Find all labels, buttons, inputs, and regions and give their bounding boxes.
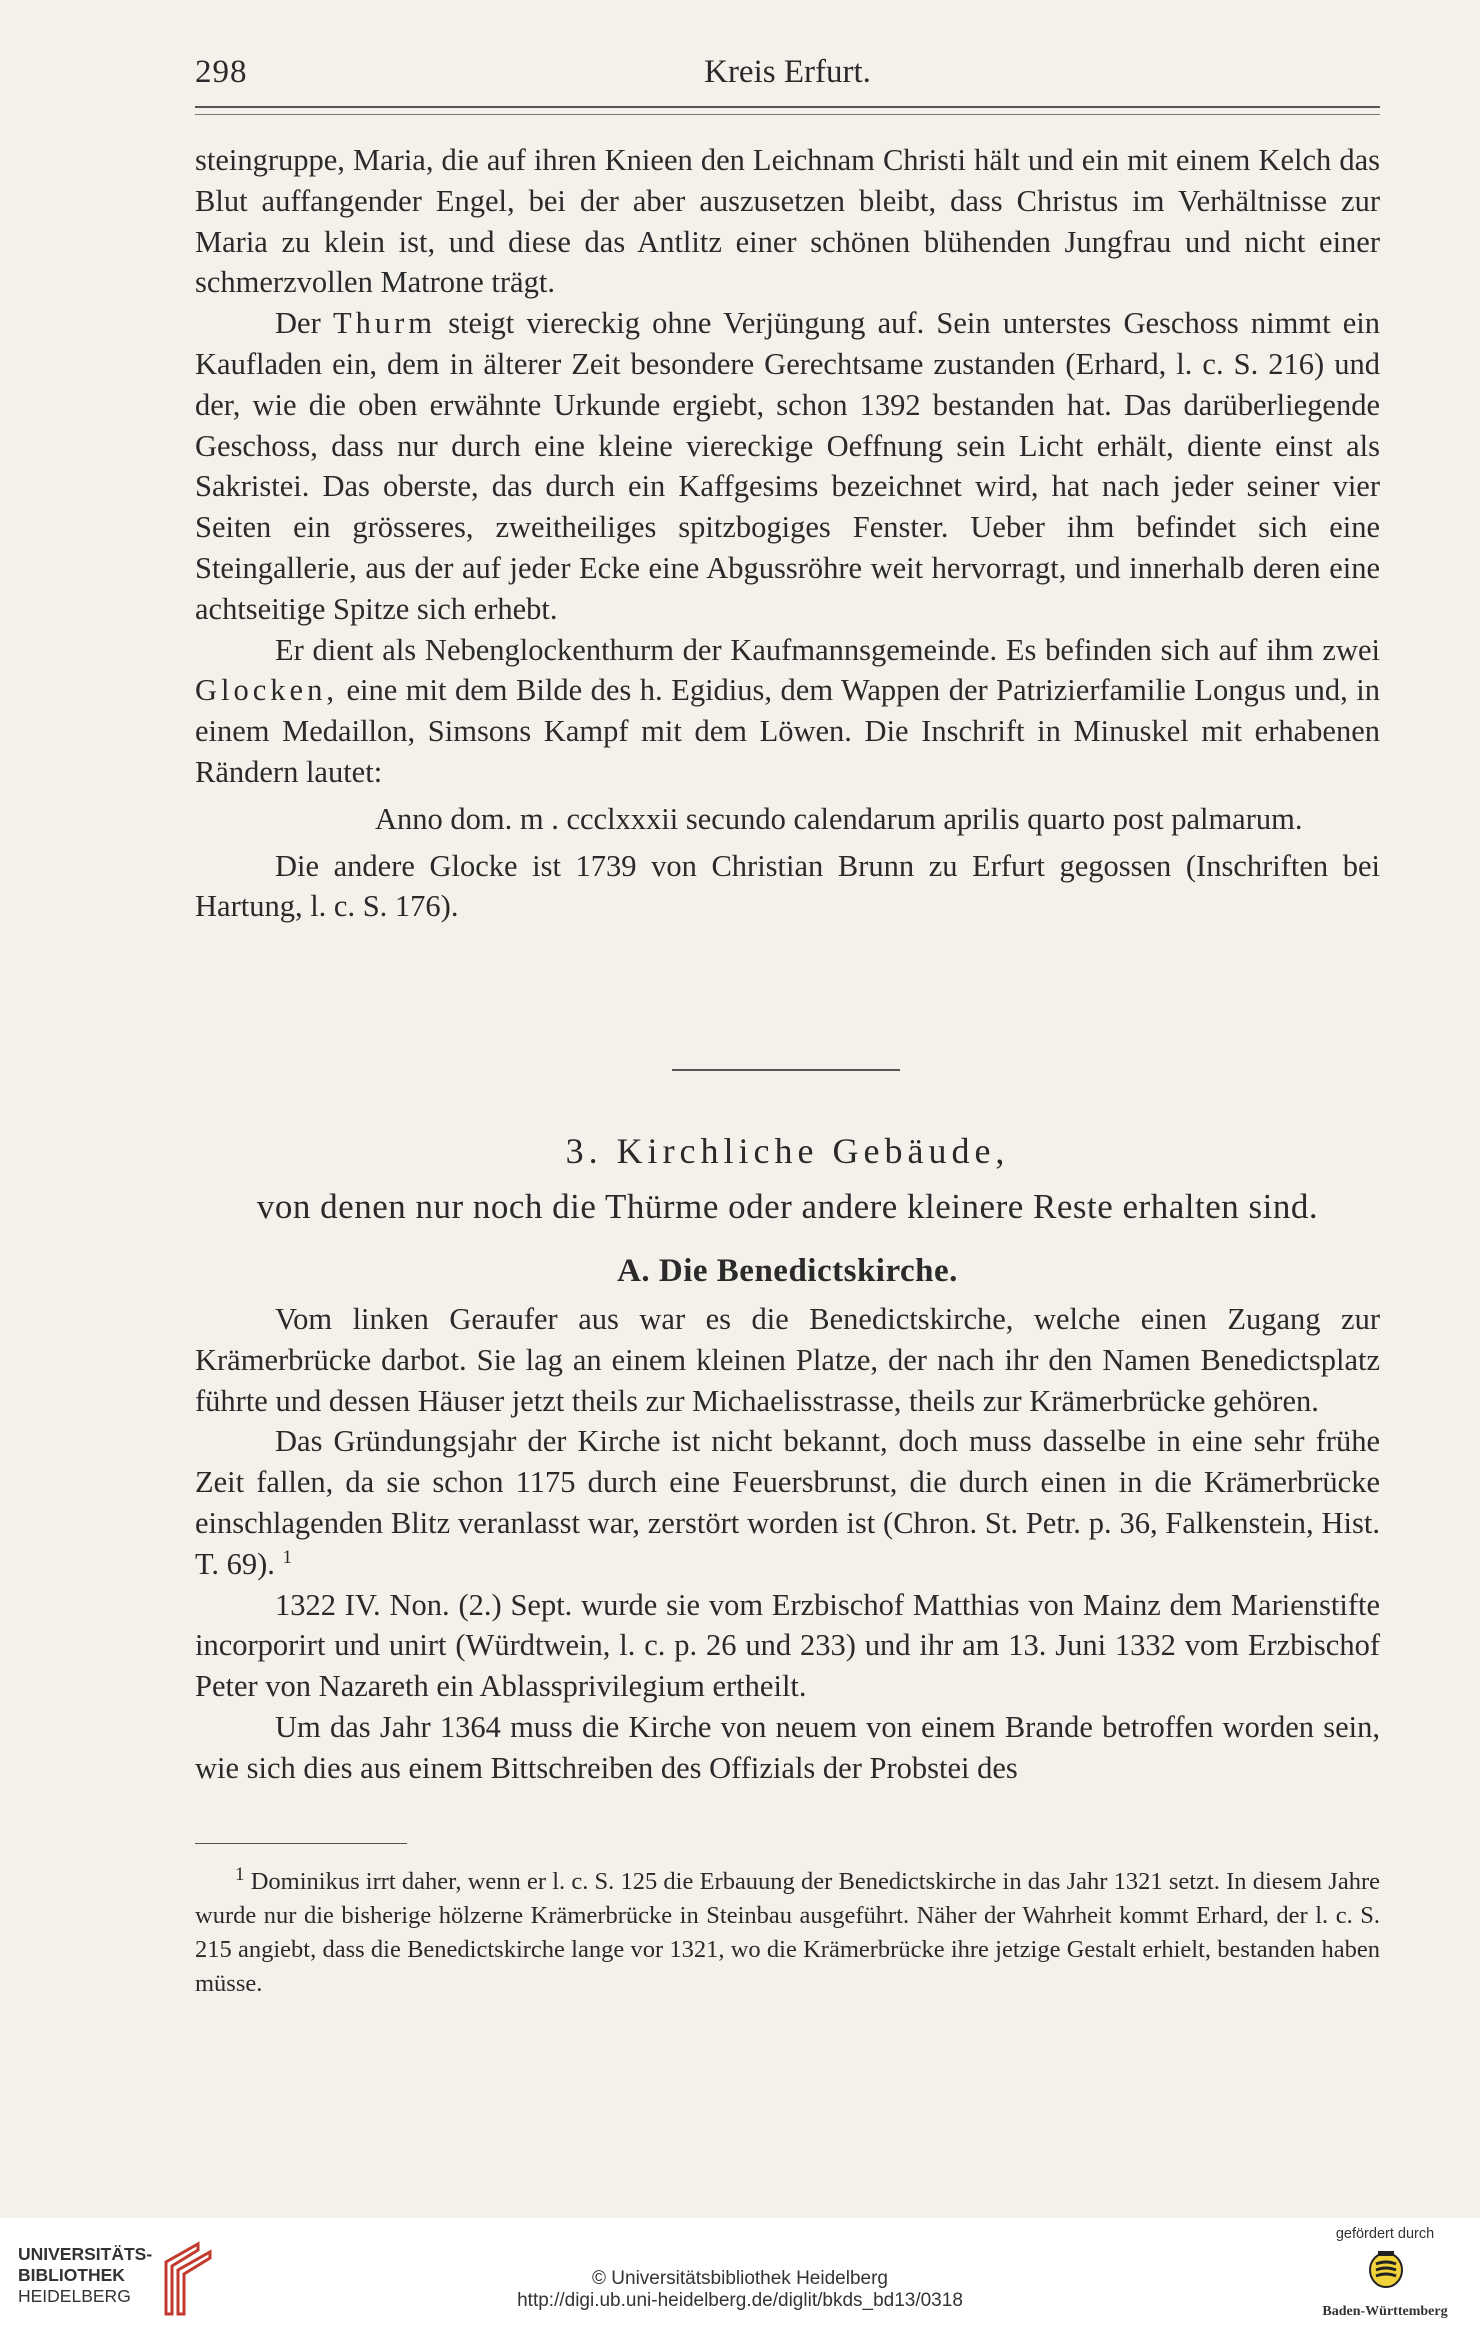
library-name-line: HEIDELBERG bbox=[18, 2286, 131, 2306]
subsection-heading: A. Die Benedictskirche. bbox=[617, 1253, 958, 1289]
permalink[interactable]: http://digi.ub.uni-heidelberg.de/diglit/bkds_bd13/0318 bbox=[517, 2290, 963, 2311]
funder-name: Baden-Württemberg bbox=[1322, 2304, 1448, 2319]
library-name-line: UNIVERSITÄTS- bbox=[18, 2244, 153, 2264]
running-title: Kreis Erfurt. bbox=[704, 54, 871, 90]
paragraph: Um das Jahr 1364 muss die Kirche von neuem von einem Brande betroffen worden sein, wie sich dies aus einem Bittschreiben des Offizials der Probstei des bbox=[195, 1709, 1380, 1785]
page-number: 298 bbox=[195, 54, 248, 90]
paragraph bbox=[195, 140, 1380, 303]
paragraph-text: steigt viereckig ohne Verjüngung auf. Sein unterstes Geschoss nimmt ein Kaufladen ein, dem in älterer Zeit besondere Gerechtsame zustanden (Erhard, l. c. S. 216) und der, wie die oben erwähnte Urkunde ergiebt, schon 1392 bestanden hat. Das darüberliegende Geschoss, dass nur durch eine kleine viereckige Oeffnung sein Licht erhält, diente einst als Sakristei. Das oberste, das durch ein Kaffgesims bezeichnet wird, hat nach jeder seiner vier Seiten ein grösseres, zweitheiliges spitzbogiges Fenster. Ueber ihm befindet sich eine Steingallerie, aus der auf jeder Ecke eine Abgussröhre weit hervorragt, und innerhalb deren eine achtseitige Spitze sich erhebt. bbox=[195, 306, 1381, 626]
inscription-quote: Anno dom. m . ccclxxxii secundo calendarum aprilis quarto post palmarum. bbox=[375, 801, 1303, 836]
paragraph-text: Er dient als Nebenglockenthurm der Kaufmannsgemeinde. Es befinden sich auf ihm zwei bbox=[275, 632, 1380, 667]
section-heading: 3. Kirchliche Gebäude, bbox=[565, 1131, 1010, 1171]
header-rule bbox=[195, 106, 1380, 115]
footnote bbox=[195, 1865, 1380, 2001]
paragraph-text: eine mit dem Bilde des h. Egidius, dem Wappen der Patrizierfamilie Longus und, in einem Medaillon, Simsons Kampf mit dem Löwen. Die Inschrift in Minuskel mit erhabenen Rändern lautet: bbox=[195, 673, 1381, 789]
paragraph-text: steingruppe, Maria, die auf ihren Knieen den Leichnam Christi hält und ein mit einem Kelch das Blut auffangender Engel, bei der aber auszusetzen bleibt, dass Christus im Verhältnisse zur Maria zu klein ist, und diese das Antlitz einer schönen blühenden Jungfrau und nicht einer schmerzvollen Matrone trägt. bbox=[195, 143, 1380, 300]
section-subheading: von denen nur noch die Thürme oder andere kleinere Reste erhalten sind. bbox=[256, 1187, 1319, 1226]
footnote-reference[interactable]: 1 bbox=[282, 1546, 293, 1568]
paragraph bbox=[195, 303, 1380, 629]
copyright-notice bbox=[0, 2268, 1480, 2312]
main-text bbox=[195, 140, 1380, 927]
footer-bar bbox=[0, 2218, 1480, 2326]
section-text bbox=[195, 1299, 1380, 1789]
paragraph: Vom linken Geraufer aus war es die Benedictskirche, welche einen Zugang zur Krämerbrücke darbot. Sie lag an einem kleinen Platze, der nach ihr den Namen Benedictsplatz führte und dessen Häuser jetzt theils zur Michaelisstrasse, theils zur Krämerbrücke gehören. bbox=[195, 1302, 1380, 1418]
paragraph: 1322 IV. Non. (2.) Sept. wurde sie vom Erzbischof Matthias von Mainz dem Marienstifte incorporirt und unirt (Würdtwein, l. c. p. 26 und 233) und ihr am 13. Juni 1332 vom Erzbischof Peter von Nazareth ein Ablassprivilegium ertheilt. bbox=[195, 1587, 1380, 1704]
section-divider bbox=[672, 1069, 900, 1071]
paragraph bbox=[195, 1421, 1380, 1584]
page-header bbox=[195, 54, 1380, 98]
paragraph-text: Das Gründungsjahr der Kirche ist nicht bekannt, doch muss dasselbe in eine sehr frühe Zeit fallen, da sie schon 1175 durch eine Feuersbrunst, die durch einen in die Krämerbrücke einschlagenden Blitz veranlasst war, zerstört worden ist (Chron. St. Petr. p. 36, Falkenstein, Hist. T. 69). bbox=[195, 1424, 1380, 1581]
footnote-marker: 1 bbox=[235, 1863, 245, 1885]
footnote-text: Dominikus irrt daher, wenn er l. c. S. 125 die Erbauung der Benedictskirche in das Jahr 1321 setzt. In diesem Jahre wurde nur die bisherige hölzerne Krämerbrücke in Steinbau ausgeführt. Näher der Wahrheit kommt Erhard, der l. c. S. 215 angiebt, dass die Benedictskirche lange vor 1321, wo die Krämerbrücke ihre jetzige Gestalt erhielt, bestanden haben müsse. bbox=[195, 1868, 1380, 1997]
paragraph bbox=[195, 630, 1380, 793]
emphasis-text: Thurm bbox=[332, 306, 436, 341]
paragraph-text: Der bbox=[275, 306, 321, 341]
paragraph: Die andere Glocke ist 1739 von Christian Brunn zu Erfurt gegossen (Inschriften bei Hartung, l. c. S. 176). bbox=[195, 848, 1380, 924]
state-emblem-icon bbox=[1366, 2248, 1406, 2296]
library-name-line: BIBLIOTHEK bbox=[18, 2265, 125, 2285]
funded-by-label: gefördert durch bbox=[1335, 2226, 1435, 2242]
copyright-text: © Universitätsbibliothek Heidelberg bbox=[592, 2268, 888, 2289]
footnote-rule bbox=[195, 1843, 407, 1844]
emphasis-text: Glocken, bbox=[195, 673, 338, 708]
